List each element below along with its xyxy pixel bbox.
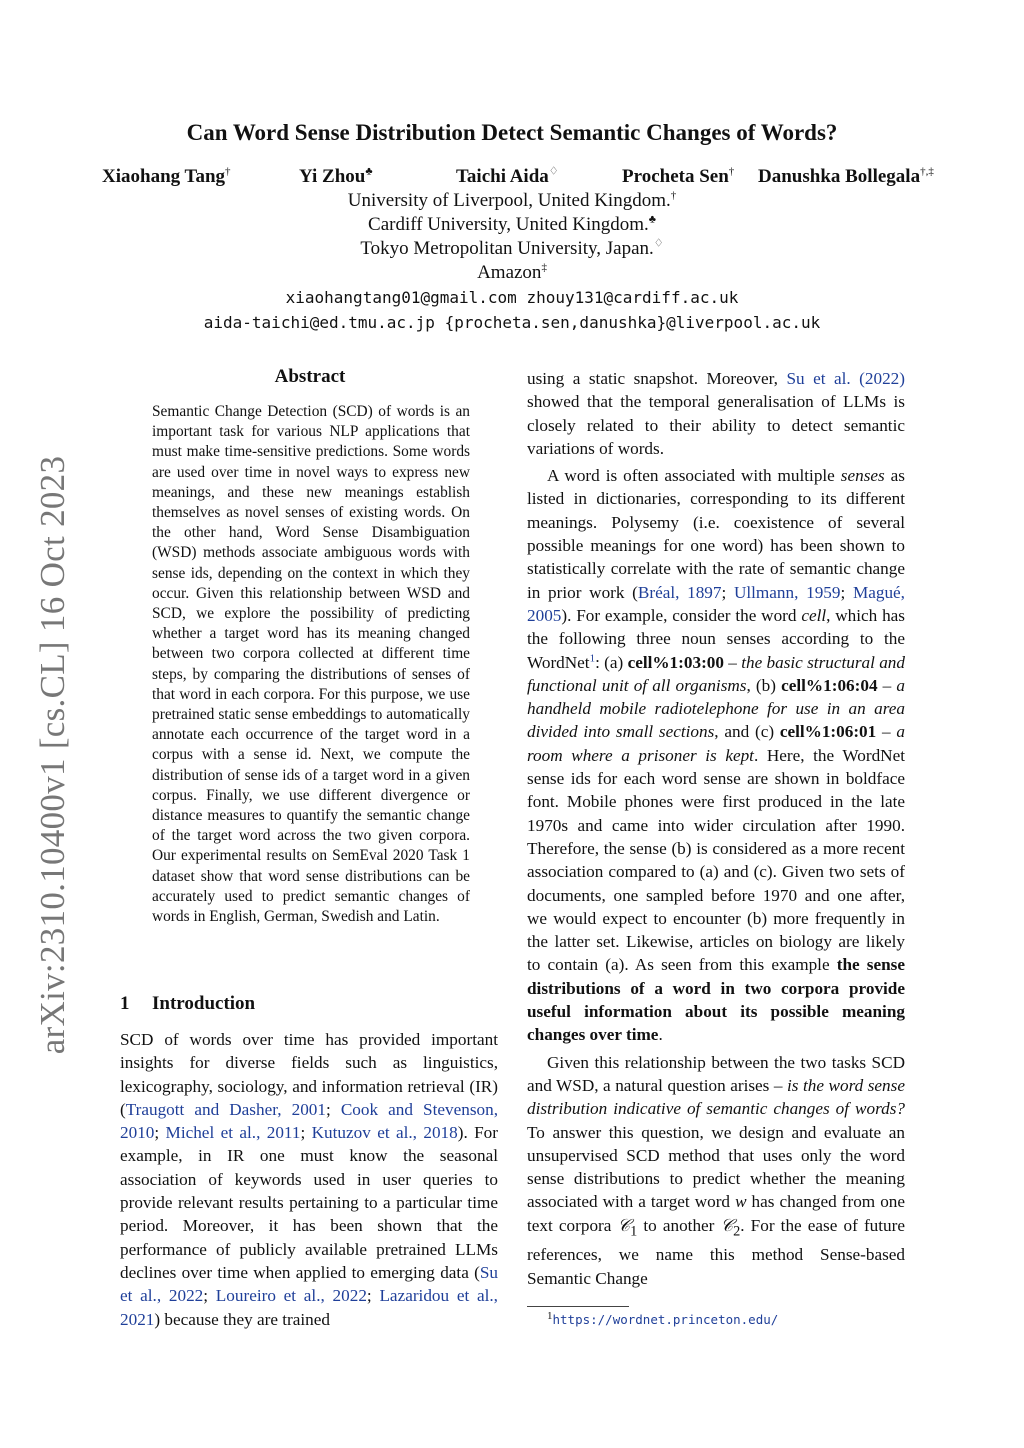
citation-link[interactable]: Kutuzov et al., 2018 [311,1123,458,1143]
citation-link[interactable]: Traugott and Dasher, 2001 [125,1099,326,1119]
paragraph: using a static snapshot. Moreover, Su et al. (2022) showed that the temporal generalisation of LLMs is closely related to their ability to detect semantic variations of words. [527,369,905,458]
footnote-url-link[interactable]: https://wordnet.princeton.edu/ [552,1312,779,1327]
citation-link[interactable]: Bréal, 1897 [637,582,722,602]
citation-link[interactable]: Michel et al., 2011 [165,1123,301,1143]
author-name: Procheta Sen† [622,165,735,187]
section-heading-introduction: 1 Introduction [120,993,256,1014]
citation-link[interactable]: Su et al. (2022) [786,369,905,388]
footnote-marker[interactable]: 1 [589,651,596,664]
left-column-body [120,1028,498,1335]
affiliation: Tokyo Metropolitan University, Japan.♢ [360,237,664,259]
abstract-heading: Abstract [274,366,346,387]
paragraph: SCD of words over time has provided important insights for diverse fields such as linguistics, lexicography, sociology, and information retrieval (IR) (Traugott and Dasher, 2001; Cook and Stevenson, 2010; Michel et al., 2011; Kutuzov et al., 2018). For example, in IR one must know the seasonal association of keywords used in user queries to provide relevant results pertaining to a particular time period. Moreover, it has been shown that the performance of publicly available pretrained LLMs declines over time when applied to emerging data (Su et al., 2022; Loureiro et al., 2022; Lazaridou et al., 2021) because they are trained [120,1030,499,1329]
right-column-body [527,367,905,1294]
paragraph: Given this relationship between the two tasks SCD and WSD, a natural question arises – is the word sense distribution indicative of semantic changes of words? To answer this question, we design and evaluate an unsupervised SCD method that uses only the word sense distributions to predict whether the meaning associated with a target word w has changed from one text corpora 𝒞$_1$ to another 𝒞$_2$. For the ease of future references, we name this method Sense-based Semantic Change [527,1052,906,1288]
paper-title: Can Word Sense Distribution Detect Semantic Changes of Words? [186,120,838,145]
paragraph: A word is often associated with multiple senses as listed in dictionaries, corresponding to its different meanings. Polysemy (i.e. coexistence of several possible meanings for one word) has been shown to statistically correlate with the rate of semantic change in prior work (Bréal, 1897; Ullmann, 1959; Magué, 2005). For example, consider the word cell, which has the following three noun senses according to the WordNet$^1$: (a) cell%1:03:00 – the basic structural and functional unit of all organisms, (b) cell%1:06:04 – a handheld mobile radiotelephone for use in an area divided into small sections, and (c) cell%1:06:01 – a room where a prisoner is kept. Here, the WordNet sense ids for each word sense are shown in boldface font. Mobile phones were first produced in the late 1970s and came into wider circulation after 1990. Therefore, the sense (b) is considered as a more recent association compared to (a) and (c). Given two sets of documents, one sampled before 1970 and one after, we would expect to encounter (b) more frequently in the latter set. Likewise, articles on biology are likely to contain (a). As seen from this example the sense distributions of a word in two corpora provide useful information about its possible meaning changes over time. [527,466,906,1045]
affiliation: Cardiff University, United Kingdom.♣ [368,213,656,235]
citation-link[interactable]: Su et al., 2022 [120,1262,498,1306]
author-name: Danushka Bollegala†,‡ [758,165,934,187]
citation-link[interactable]: Loureiro et al., 2022 [215,1286,367,1306]
author-list [102,166,962,192]
affiliation: University of Liverpool, United Kingdom.† [347,189,677,211]
footnote-divider [527,1306,629,1307]
citation-link[interactable]: Ullmann, 1959 [733,582,841,602]
email-line[interactable]: aida-taichi@ed.tmu.ac.jp {procheta.sen,danushka}@liverpool.ac.uk [203,313,821,332]
affiliation: Amazon‡ [477,261,547,283]
email-line[interactable]: xiaohangtang01@gmail.com zhouy131@cardiff.ac.uk [285,288,739,307]
author-name: Xiaohang Tang† [102,165,231,187]
abstract-text: Semantic Change Detection (SCD) of words is an important task for various NLP applications that must make time-sensitive predictions. Some words are used over time in novel ways to express new meanings, and these new meanings establish themselves as novel senses of existing words. On the other hand, Word Sense Disambiguation (WSD) methods associate ambiguous words with sense ids, depending on the context in which they occur. Given this relationship between WSD and SCD, we explore the possibility of predicting whether a target word has its meaning changed between two corpora collected at different time steps, by comparing the distributions of senses of that word in each corpora. For this purpose, we use pretrained static sense embeddings to automatically annotate each occurrence of the target word in a corpus with a sense id. Next, we compute the distribution of sense ids of a target word in a given corpus. Finally, we use different divergence or distance measures to quantify the semantic change of the target word across the two given corpora. Our experimental results on SemEval 2020 Task 1 dataset show that word sense distributions can be accurately used to predict semantic changes of words in English, German, Swedish and Latin. [152,403,470,926]
footnote: $^1$https://wordnet.princeton.edu/ [547,1309,779,1327]
author-name: Taichi Aida♢ [456,165,559,187]
citation-link[interactable]: Magué, 2005 [527,582,905,625]
arxiv-identifier-stamp: arXiv:2310.10400v1 [cs.CL] 16 Oct 2023 [33,455,72,1055]
author-name: Yi Zhou♣ [299,165,373,187]
citation-link[interactable]: Cook and Stevenson, 2010 [120,1099,498,1143]
citation-link[interactable]: Lazaridou et al., 2021 [120,1286,498,1329]
